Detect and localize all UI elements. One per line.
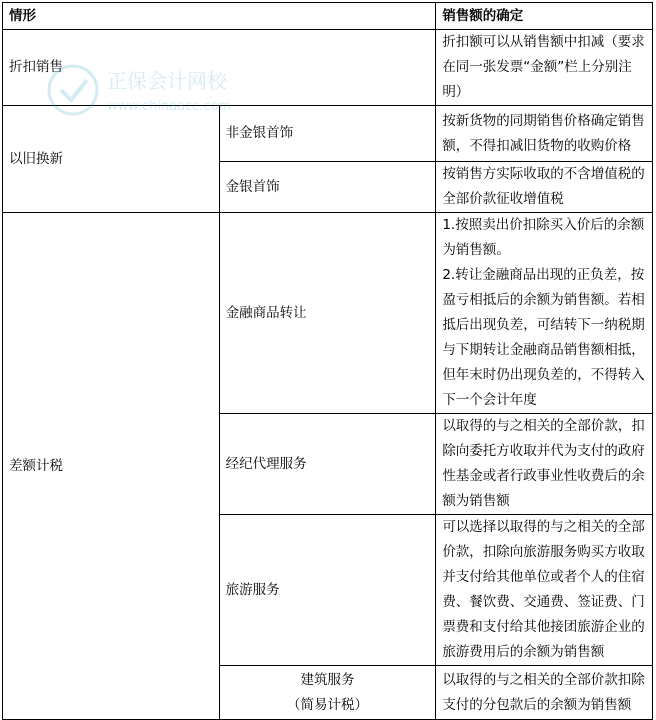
header-situation: 情形 <box>3 3 436 30</box>
row-label-discount: 折扣销售 <box>3 30 436 106</box>
sub-text-finance <box>436 213 653 414</box>
row-label-tradein: 以旧换新 <box>3 106 220 213</box>
sub-text-gold: 按销售方实际收取的不含增值税的全部价款征收增值税 <box>436 162 653 213</box>
construction-label-line1: 建筑服务 <box>300 671 355 688</box>
finance-point-1: 1.按照卖出价扣除买入价后的余额为销售额。 <box>442 217 645 258</box>
sub-label-construction <box>219 666 436 720</box>
sub-label-travel: 旅游服务 <box>219 515 436 666</box>
sub-label-gold: 金银首饰 <box>219 162 436 213</box>
watermark-text-cn: 正保会计网校 <box>107 69 227 93</box>
construction-label-line2: （简易计税） <box>286 696 368 713</box>
header-sales-determination: 销售额的确定 <box>436 3 653 30</box>
sales-amount-table <box>2 2 653 720</box>
row-text-discount: 折扣额可以从销售额中扣减（要求在同一张发票“金额”栏上分别注明） <box>436 30 653 106</box>
sub-text-travel: 可以选择以取得的与之相关的全部价款，扣除向旅游服务购买方收取并支付给其他单位或者个人的住宿费、餐饮费、交通费、签证费、门票费和支付给其他接团旅游企业的旅游费用后的余额为销售额 <box>436 515 653 666</box>
row-label-diff: 差额计税 <box>3 213 220 720</box>
sub-text-agency: 以取得的与之相关的全部价款，扣除向委托方收取并代为支付的政府性基金或者行政事业性收费后的余额为销售额 <box>436 414 653 515</box>
sub-label-finance: 金融商品转让 <box>219 213 436 414</box>
watermark-text-url: www.chinaacc.com <box>107 99 232 114</box>
sub-text-non-gold: 按新货物的同期销售价格确定销售额，不得扣减旧货物的收购价格 <box>436 106 653 162</box>
sub-label-non-gold: 非金银首饰 <box>219 106 436 162</box>
sub-label-agency: 经纪代理服务 <box>219 414 436 515</box>
sub-text-construction: 以取得的与之相关的全部价款扣除支付的分包款后的余额为销售额 <box>436 666 653 720</box>
finance-point-2: 2.转让金融商品出现的正负差，按盈亏相抵后的余额为销售额。若相抵后出现负差，可结转下一纳税期与下期转让金融商品销售额相抵，但年末时仍出现负差的，不得转入下一个会计年度 <box>442 267 645 408</box>
